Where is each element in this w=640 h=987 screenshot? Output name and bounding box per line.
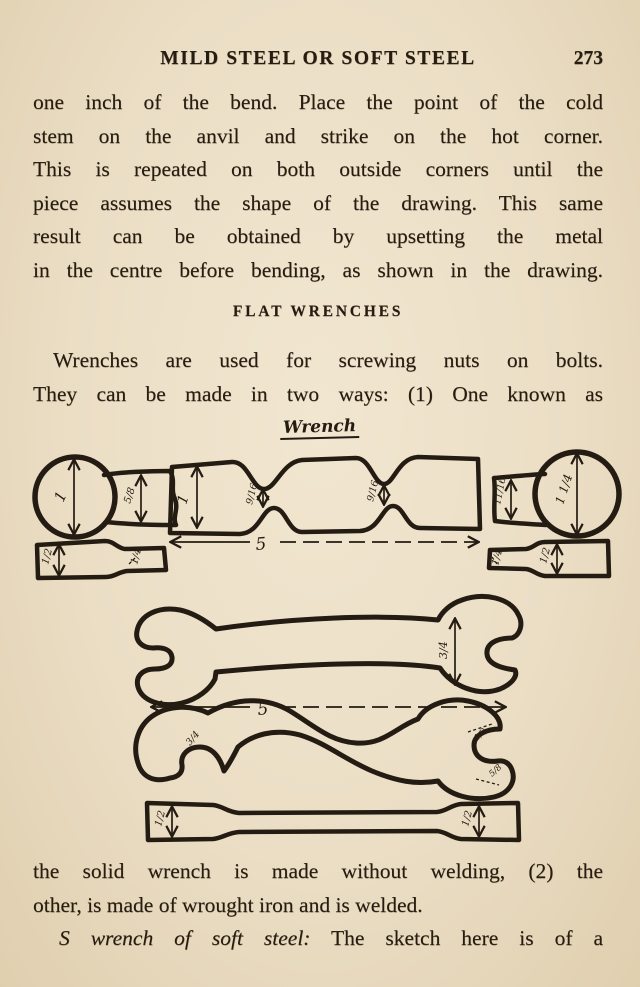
dim-label-side-thin: 1/4: [490, 548, 506, 567]
left-head-blank: [35, 457, 176, 537]
dim-label-side-thin: 1/4: [129, 547, 145, 566]
dim-label-right-head: 1 1/4: [552, 472, 576, 506]
right-side-view: [489, 541, 609, 576]
s-wrench-outline: [136, 700, 513, 799]
page-number: 273: [573, 48, 603, 69]
text-line: This is repeated on both outside corners until the: [33, 157, 603, 182]
text-line: one inch of the bend. Place the point of the cold: [33, 90, 603, 114]
dim-label-left-head: 1: [50, 488, 71, 505]
figure-caption: Wrench: [280, 416, 360, 440]
italic-lead: S wrench of soft steel:: [59, 926, 311, 950]
figure-caption-wrap: [0, 417, 640, 439]
head-circle: [35, 457, 115, 537]
dim-label-bar-right: 1/2: [460, 809, 476, 828]
text-line: piece assumes the shape of the drawing. This same: [33, 190, 603, 215]
page-header: [33, 48, 603, 78]
text-line: [33, 922, 603, 956]
text-line: They can be made in two ways: (1) One known as: [33, 381, 603, 406]
paragraph-solid-vs-welded: [33, 855, 603, 922]
section-heading: FLAT WRENCHES: [232, 303, 404, 320]
left-side-view: [37, 541, 166, 578]
dim-label-side-thick: 1/2: [538, 546, 554, 565]
paragraph-bending: [33, 86, 603, 288]
dim-label-wrench-length: 5: [256, 699, 270, 720]
right-head-blank: [492, 452, 619, 536]
dim-label-left-stub: 5/8: [122, 486, 138, 505]
paragraph-wrenches-intro: [33, 344, 603, 411]
running-head: MILD STEEL OR SOFT STEEL: [160, 48, 476, 69]
leader-line: [476, 779, 499, 785]
dim-label-neck-left: 9/16: [244, 482, 261, 506]
dim-label-neck-right: 9/16: [365, 479, 382, 503]
dim-label-bar-left: 1/2: [153, 809, 169, 828]
wrench-side-view-bar: [147, 803, 519, 840]
text-line: other, is made of wrought iron and is welded.: [33, 892, 423, 917]
text-line: in the centre before bending, as shown in the drawing.: [33, 257, 603, 282]
dim-label-right-stub: 11/16: [492, 476, 509, 506]
dim-label-s-right-bottom: 5/8: [487, 762, 505, 780]
side-bar-outline: [37, 541, 166, 578]
dim-label-s-left-jaw: 3/4: [183, 729, 203, 748]
text-run: The sketch here is of a: [331, 926, 603, 950]
dim-label-wrench-neck: 3/4: [437, 641, 450, 659]
wrench-blank-top-view: [170, 457, 480, 555]
dim-label-blank-height: 1: [174, 492, 193, 507]
s-wrench: [136, 700, 513, 799]
blank-outline: [170, 457, 480, 534]
text-line: Wrenches are used for screwing nuts on bolts.: [53, 348, 603, 372]
wrench-figure-drawing: [0, 445, 640, 850]
text-line: the solid wrench is made without welding, (2) the: [33, 859, 603, 883]
dim-label-blank-length: 5: [254, 534, 268, 555]
wrench-outline: [137, 596, 521, 704]
paragraph-s-wrench: [33, 922, 603, 956]
dim-label-s-right-top: 1/2: [472, 726, 490, 744]
dim-label-side-thick: 1/2: [40, 547, 56, 566]
text-line: stem on the anvil and strike on the hot corner.: [33, 123, 603, 148]
text-line: result can be obtained by upsetting the metal: [33, 224, 603, 249]
